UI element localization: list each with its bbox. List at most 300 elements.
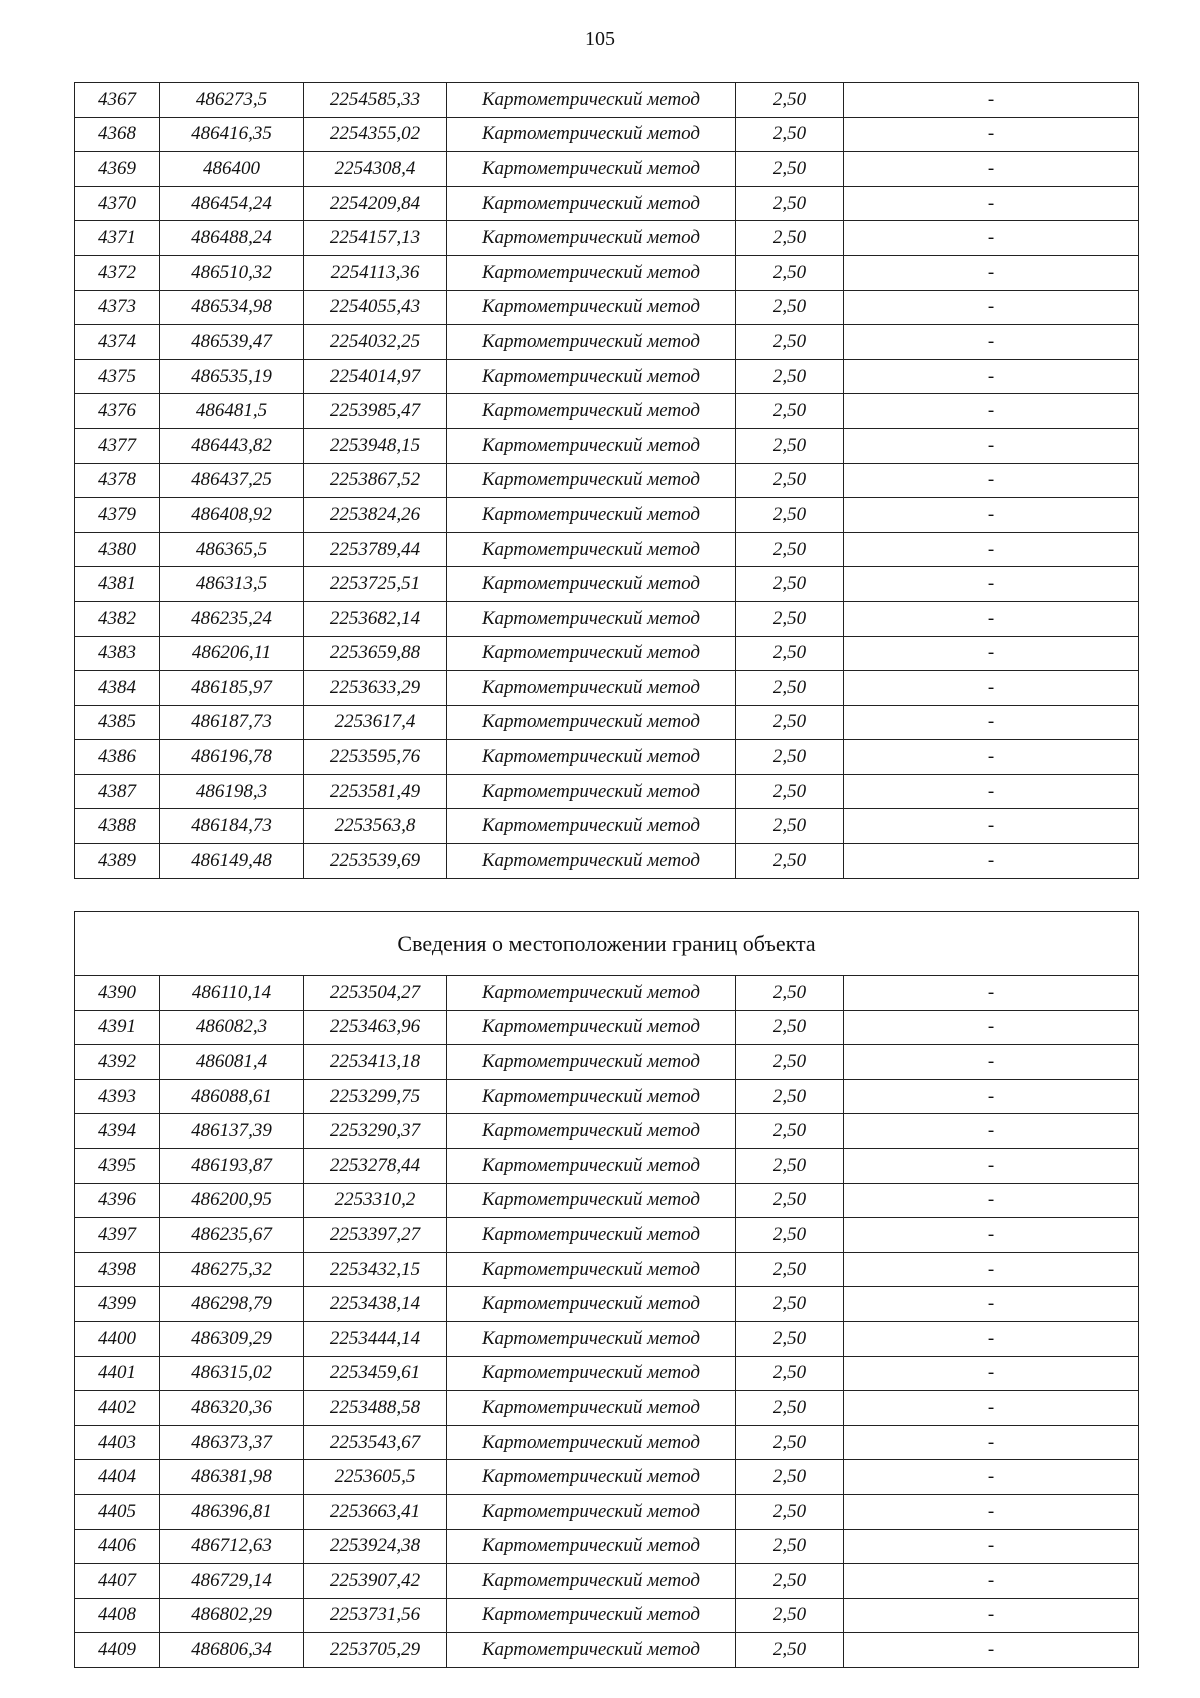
point-number-cell: 4374: [75, 325, 160, 360]
method-cell: Картометрический метод: [447, 1356, 736, 1391]
y-coordinate-cell: 2253432,15: [304, 1252, 447, 1287]
method-cell: Картометрический метод: [447, 1079, 736, 1114]
y-coordinate-cell: 2253985,47: [304, 394, 447, 429]
y-coordinate-cell: 2253725,51: [304, 567, 447, 602]
description-cell: -: [844, 394, 1139, 429]
x-coordinate-cell: 486443,82: [160, 428, 304, 463]
accuracy-cell: 2,50: [736, 1529, 844, 1564]
point-number-cell: 4379: [75, 498, 160, 533]
y-coordinate-cell: 2253310,2: [304, 1183, 447, 1218]
table-row: [75, 1598, 1139, 1633]
accuracy-cell: 2,50: [736, 1564, 844, 1599]
accuracy-cell: 2,50: [736, 976, 844, 1011]
table-row: [75, 636, 1139, 671]
x-coordinate-cell: 486235,24: [160, 601, 304, 636]
y-coordinate-cell: 2253605,5: [304, 1460, 447, 1495]
method-cell: Картометрический метод: [447, 1218, 736, 1253]
point-number-cell: 4369: [75, 152, 160, 187]
method-cell: Картометрический метод: [447, 1148, 736, 1183]
y-coordinate-cell: 2253682,14: [304, 601, 447, 636]
description-cell: -: [844, 636, 1139, 671]
accuracy-cell: 2,50: [736, 83, 844, 118]
table-row: [75, 463, 1139, 498]
method-cell: Картометрический метод: [447, 1425, 736, 1460]
method-cell: Картометрический метод: [447, 636, 736, 671]
y-coordinate-cell: 2253633,29: [304, 671, 447, 706]
table-row: [75, 705, 1139, 740]
table-row: [75, 83, 1139, 118]
accuracy-cell: 2,50: [736, 532, 844, 567]
y-coordinate-cell: 2253543,67: [304, 1425, 447, 1460]
method-cell: Картометрический метод: [447, 1460, 736, 1495]
method-cell: Картометрический метод: [447, 844, 736, 879]
method-cell: Картометрический метод: [447, 325, 736, 360]
table-row: [75, 1045, 1139, 1080]
x-coordinate-cell: 486534,98: [160, 290, 304, 325]
y-coordinate-cell: 2254209,84: [304, 186, 447, 221]
description-cell: -: [844, 221, 1139, 256]
description-cell: -: [844, 1218, 1139, 1253]
point-number-cell: 4377: [75, 428, 160, 463]
accuracy-cell: 2,50: [736, 844, 844, 879]
x-coordinate-cell: 486488,24: [160, 221, 304, 256]
accuracy-cell: 2,50: [736, 1045, 844, 1080]
point-number-cell: 4399: [75, 1287, 160, 1322]
description-cell: -: [844, 809, 1139, 844]
coordinates-table-top-body: [75, 83, 1139, 879]
description-cell: -: [844, 1529, 1139, 1564]
point-number-cell: 4400: [75, 1321, 160, 1356]
y-coordinate-cell: 2253539,69: [304, 844, 447, 879]
y-coordinate-cell: 2254113,36: [304, 255, 447, 290]
table-row: [75, 1079, 1139, 1114]
y-coordinate-cell: 2253413,18: [304, 1045, 447, 1080]
y-coordinate-cell: 2253444,14: [304, 1321, 447, 1356]
y-coordinate-cell: 2253924,38: [304, 1529, 447, 1564]
point-number-cell: 4395: [75, 1148, 160, 1183]
point-number-cell: 4402: [75, 1391, 160, 1426]
point-number-cell: 4397: [75, 1218, 160, 1253]
description-cell: -: [844, 255, 1139, 290]
description-cell: -: [844, 844, 1139, 879]
description-cell: -: [844, 671, 1139, 706]
table-row: [75, 186, 1139, 221]
table-row: [75, 290, 1139, 325]
accuracy-cell: 2,50: [736, 463, 844, 498]
method-cell: Картометрический метод: [447, 359, 736, 394]
point-number-cell: 4380: [75, 532, 160, 567]
x-coordinate-cell: 486381,98: [160, 1460, 304, 1495]
accuracy-cell: 2,50: [736, 740, 844, 775]
description-cell: -: [844, 1114, 1139, 1149]
x-coordinate-cell: 486315,02: [160, 1356, 304, 1391]
table-row: [75, 601, 1139, 636]
description-cell: -: [844, 1079, 1139, 1114]
table-row: [75, 359, 1139, 394]
method-cell: Картометрический метод: [447, 1183, 736, 1218]
y-coordinate-cell: 2253463,96: [304, 1010, 447, 1045]
description-cell: -: [844, 1010, 1139, 1045]
x-coordinate-cell: 486081,4: [160, 1045, 304, 1080]
table-row: [75, 117, 1139, 152]
method-cell: Картометрический метод: [447, 83, 736, 118]
accuracy-cell: 2,50: [736, 1425, 844, 1460]
accuracy-cell: 2,50: [736, 1321, 844, 1356]
table-row: [75, 1356, 1139, 1391]
y-coordinate-cell: 2253789,44: [304, 532, 447, 567]
description-cell: -: [844, 325, 1139, 360]
accuracy-cell: 2,50: [736, 1114, 844, 1149]
x-coordinate-cell: 486110,14: [160, 976, 304, 1011]
method-cell: Картометрический метод: [447, 1252, 736, 1287]
point-number-cell: 4394: [75, 1114, 160, 1149]
table-row: [75, 976, 1139, 1011]
point-number-cell: 4401: [75, 1356, 160, 1391]
description-cell: -: [844, 532, 1139, 567]
method-cell: Картометрический метод: [447, 1598, 736, 1633]
accuracy-cell: 2,50: [736, 601, 844, 636]
description-cell: -: [844, 117, 1139, 152]
point-number-cell: 4403: [75, 1425, 160, 1460]
table-row: [75, 1460, 1139, 1495]
description-cell: -: [844, 290, 1139, 325]
description-cell: -: [844, 83, 1139, 118]
method-cell: Картометрический метод: [447, 1287, 736, 1322]
method-cell: Картометрический метод: [447, 255, 736, 290]
description-cell: -: [844, 463, 1139, 498]
point-number-cell: 4375: [75, 359, 160, 394]
method-cell: Картометрический метод: [447, 601, 736, 636]
table-row: [75, 428, 1139, 463]
table-row: [75, 1252, 1139, 1287]
x-coordinate-cell: 486193,87: [160, 1148, 304, 1183]
x-coordinate-cell: 486298,79: [160, 1287, 304, 1322]
description-cell: -: [844, 1460, 1139, 1495]
method-cell: Картометрический метод: [447, 152, 736, 187]
method-cell: Картометрический метод: [447, 740, 736, 775]
x-coordinate-cell: 486196,78: [160, 740, 304, 775]
description-cell: -: [844, 186, 1139, 221]
accuracy-cell: 2,50: [736, 117, 844, 152]
accuracy-cell: 2,50: [736, 705, 844, 740]
y-coordinate-cell: 2253907,42: [304, 1564, 447, 1599]
y-coordinate-cell: 2253948,15: [304, 428, 447, 463]
y-coordinate-cell: 2254355,02: [304, 117, 447, 152]
accuracy-cell: 2,50: [736, 809, 844, 844]
point-number-cell: 4396: [75, 1183, 160, 1218]
description-cell: -: [844, 428, 1139, 463]
x-coordinate-cell: 486235,67: [160, 1218, 304, 1253]
description-cell: -: [844, 1252, 1139, 1287]
method-cell: Картометрический метод: [447, 186, 736, 221]
x-coordinate-cell: 486206,11: [160, 636, 304, 671]
method-cell: Картометрический метод: [447, 1010, 736, 1045]
x-coordinate-cell: 486273,5: [160, 83, 304, 118]
x-coordinate-cell: 486729,14: [160, 1564, 304, 1599]
y-coordinate-cell: 2253663,41: [304, 1494, 447, 1529]
y-coordinate-cell: 2253617,4: [304, 705, 447, 740]
x-coordinate-cell: 486416,35: [160, 117, 304, 152]
accuracy-cell: 2,50: [736, 1598, 844, 1633]
method-cell: Картометрический метод: [447, 221, 736, 256]
x-coordinate-cell: 486185,97: [160, 671, 304, 706]
y-coordinate-cell: 2254032,25: [304, 325, 447, 360]
y-coordinate-cell: 2253867,52: [304, 463, 447, 498]
description-cell: -: [844, 705, 1139, 740]
description-cell: -: [844, 976, 1139, 1011]
page-number: 105: [585, 28, 615, 50]
y-coordinate-cell: 2253581,49: [304, 774, 447, 809]
x-coordinate-cell: 486184,73: [160, 809, 304, 844]
x-coordinate-cell: 486712,63: [160, 1529, 304, 1564]
coordinates-table-bottom-body: [75, 912, 1139, 1668]
point-number-cell: 4387: [75, 774, 160, 809]
table-row: [75, 740, 1139, 775]
table-row: [75, 1633, 1139, 1668]
table-row: [75, 1425, 1139, 1460]
accuracy-cell: 2,50: [736, 1356, 844, 1391]
method-cell: Картометрический метод: [447, 774, 736, 809]
method-cell: Картометрический метод: [447, 1321, 736, 1356]
accuracy-cell: 2,50: [736, 567, 844, 602]
x-coordinate-cell: 486088,61: [160, 1079, 304, 1114]
description-cell: -: [844, 774, 1139, 809]
accuracy-cell: 2,50: [736, 1183, 844, 1218]
description-cell: -: [844, 740, 1139, 775]
description-cell: -: [844, 1494, 1139, 1529]
table-row: [75, 809, 1139, 844]
table-row: [75, 1287, 1139, 1322]
y-coordinate-cell: 2253504,27: [304, 976, 447, 1011]
x-coordinate-cell: 486539,47: [160, 325, 304, 360]
y-coordinate-cell: 2254585,33: [304, 83, 447, 118]
y-coordinate-cell: 2253659,88: [304, 636, 447, 671]
description-cell: -: [844, 152, 1139, 187]
x-coordinate-cell: 486275,32: [160, 1252, 304, 1287]
point-number-cell: 4407: [75, 1564, 160, 1599]
description-cell: -: [844, 1391, 1139, 1426]
point-number-cell: 4391: [75, 1010, 160, 1045]
accuracy-cell: 2,50: [736, 1391, 844, 1426]
description-cell: -: [844, 498, 1139, 533]
point-number-cell: 4370: [75, 186, 160, 221]
y-coordinate-cell: 2253290,37: [304, 1114, 447, 1149]
accuracy-cell: 2,50: [736, 1218, 844, 1253]
table-row: [75, 1183, 1139, 1218]
description-cell: -: [844, 1321, 1139, 1356]
x-coordinate-cell: 486454,24: [160, 186, 304, 221]
table-row: [75, 671, 1139, 706]
accuracy-cell: 2,50: [736, 325, 844, 360]
method-cell: Картометрический метод: [447, 567, 736, 602]
accuracy-cell: 2,50: [736, 1079, 844, 1114]
accuracy-cell: 2,50: [736, 671, 844, 706]
accuracy-cell: 2,50: [736, 290, 844, 325]
point-number-cell: 4385: [75, 705, 160, 740]
method-cell: Картометрический метод: [447, 1564, 736, 1599]
accuracy-cell: 2,50: [736, 1494, 844, 1529]
method-cell: Картометрический метод: [447, 976, 736, 1011]
description-cell: -: [844, 1148, 1139, 1183]
x-coordinate-cell: 486408,92: [160, 498, 304, 533]
accuracy-cell: 2,50: [736, 498, 844, 533]
description-cell: -: [844, 567, 1139, 602]
table-row: [75, 1148, 1139, 1183]
accuracy-cell: 2,50: [736, 1287, 844, 1322]
point-number-cell: 4409: [75, 1633, 160, 1668]
description-cell: -: [844, 1045, 1139, 1080]
accuracy-cell: 2,50: [736, 1252, 844, 1287]
point-number-cell: 4368: [75, 117, 160, 152]
table-row: [75, 325, 1139, 360]
y-coordinate-cell: 2253731,56: [304, 1598, 447, 1633]
description-cell: -: [844, 1356, 1139, 1391]
y-coordinate-cell: 2254055,43: [304, 290, 447, 325]
table-row: [75, 221, 1139, 256]
x-coordinate-cell: 486200,95: [160, 1183, 304, 1218]
table-row: [75, 152, 1139, 187]
accuracy-cell: 2,50: [736, 636, 844, 671]
method-cell: Картометрический метод: [447, 428, 736, 463]
table-row: [75, 1218, 1139, 1253]
accuracy-cell: 2,50: [736, 1148, 844, 1183]
method-cell: Картометрический метод: [447, 1494, 736, 1529]
table-row: [75, 498, 1139, 533]
method-cell: Картометрический метод: [447, 117, 736, 152]
accuracy-cell: 2,50: [736, 221, 844, 256]
method-cell: Картометрический метод: [447, 394, 736, 429]
y-coordinate-cell: 2253488,58: [304, 1391, 447, 1426]
point-number-cell: 4404: [75, 1460, 160, 1495]
x-coordinate-cell: 486806,34: [160, 1633, 304, 1668]
method-cell: Картометрический метод: [447, 290, 736, 325]
x-coordinate-cell: 486149,48: [160, 844, 304, 879]
table-row: [75, 1114, 1139, 1149]
point-number-cell: 4376: [75, 394, 160, 429]
accuracy-cell: 2,50: [736, 428, 844, 463]
description-cell: -: [844, 1183, 1139, 1218]
method-cell: Картометрический метод: [447, 1391, 736, 1426]
method-cell: Картометрический метод: [447, 671, 736, 706]
point-number-cell: 4372: [75, 255, 160, 290]
section-caption: Сведения о местоположении границ объекта: [75, 912, 1139, 976]
x-coordinate-cell: 486320,36: [160, 1391, 304, 1426]
table-row: [75, 567, 1139, 602]
y-coordinate-cell: 2254157,13: [304, 221, 447, 256]
point-number-cell: 4390: [75, 976, 160, 1011]
point-number-cell: 4371: [75, 221, 160, 256]
table-row: [75, 1010, 1139, 1045]
accuracy-cell: 2,50: [736, 359, 844, 394]
y-coordinate-cell: 2253563,8: [304, 809, 447, 844]
table-row: [75, 532, 1139, 567]
description-cell: -: [844, 1598, 1139, 1633]
method-cell: Картометрический метод: [447, 1633, 736, 1668]
accuracy-cell: 2,50: [736, 774, 844, 809]
y-coordinate-cell: 2253705,29: [304, 1633, 447, 1668]
point-number-cell: 4392: [75, 1045, 160, 1080]
x-coordinate-cell: 486396,81: [160, 1494, 304, 1529]
x-coordinate-cell: 486510,32: [160, 255, 304, 290]
x-coordinate-cell: 486137,39: [160, 1114, 304, 1149]
x-coordinate-cell: 486313,5: [160, 567, 304, 602]
description-cell: -: [844, 1564, 1139, 1599]
accuracy-cell: 2,50: [736, 1460, 844, 1495]
y-coordinate-cell: 2253595,76: [304, 740, 447, 775]
method-cell: Картометрический метод: [447, 1529, 736, 1564]
point-number-cell: 4384: [75, 671, 160, 706]
point-number-cell: 4383: [75, 636, 160, 671]
point-number-cell: 4378: [75, 463, 160, 498]
point-number-cell: 4389: [75, 844, 160, 879]
point-number-cell: 4405: [75, 1494, 160, 1529]
description-cell: -: [844, 1425, 1139, 1460]
coordinates-table-top: [74, 82, 1139, 879]
point-number-cell: 4393: [75, 1079, 160, 1114]
y-coordinate-cell: 2254308,4: [304, 152, 447, 187]
y-coordinate-cell: 2253397,27: [304, 1218, 447, 1253]
description-cell: -: [844, 1633, 1139, 1668]
point-number-cell: 4382: [75, 601, 160, 636]
point-number-cell: 4367: [75, 83, 160, 118]
accuracy-cell: 2,50: [736, 394, 844, 429]
table-row: [75, 1529, 1139, 1564]
method-cell: Картометрический метод: [447, 1114, 736, 1149]
y-coordinate-cell: 2253299,75: [304, 1079, 447, 1114]
table-row: [75, 1321, 1139, 1356]
x-coordinate-cell: 486481,5: [160, 394, 304, 429]
table-row: [75, 1494, 1139, 1529]
table-row: [75, 774, 1139, 809]
point-number-cell: 4398: [75, 1252, 160, 1287]
x-coordinate-cell: 486198,3: [160, 774, 304, 809]
point-number-cell: 4386: [75, 740, 160, 775]
method-cell: Картометрический метод: [447, 463, 736, 498]
caption-row: [75, 912, 1139, 976]
description-cell: -: [844, 1287, 1139, 1322]
accuracy-cell: 2,50: [736, 152, 844, 187]
x-coordinate-cell: 486187,73: [160, 705, 304, 740]
table-row: [75, 1564, 1139, 1599]
x-coordinate-cell: 486535,19: [160, 359, 304, 394]
accuracy-cell: 2,50: [736, 186, 844, 221]
x-coordinate-cell: 486400: [160, 152, 304, 187]
y-coordinate-cell: 2254014,97: [304, 359, 447, 394]
method-cell: Картометрический метод: [447, 532, 736, 567]
point-number-cell: 4381: [75, 567, 160, 602]
x-coordinate-cell: 486365,5: [160, 532, 304, 567]
description-cell: -: [844, 601, 1139, 636]
point-number-cell: 4406: [75, 1529, 160, 1564]
point-number-cell: 4373: [75, 290, 160, 325]
table-row: [75, 394, 1139, 429]
x-coordinate-cell: 486373,37: [160, 1425, 304, 1460]
method-cell: Картометрический метод: [447, 705, 736, 740]
method-cell: Картометрический метод: [447, 809, 736, 844]
table-row: [75, 255, 1139, 290]
table-row: [75, 844, 1139, 879]
table-row: [75, 1391, 1139, 1426]
x-coordinate-cell: 486802,29: [160, 1598, 304, 1633]
y-coordinate-cell: 2253438,14: [304, 1287, 447, 1322]
x-coordinate-cell: 486309,29: [160, 1321, 304, 1356]
y-coordinate-cell: 2253278,44: [304, 1148, 447, 1183]
description-cell: -: [844, 359, 1139, 394]
method-cell: Картометрический метод: [447, 498, 736, 533]
method-cell: Картометрический метод: [447, 1045, 736, 1080]
x-coordinate-cell: 486437,25: [160, 463, 304, 498]
y-coordinate-cell: 2253459,61: [304, 1356, 447, 1391]
